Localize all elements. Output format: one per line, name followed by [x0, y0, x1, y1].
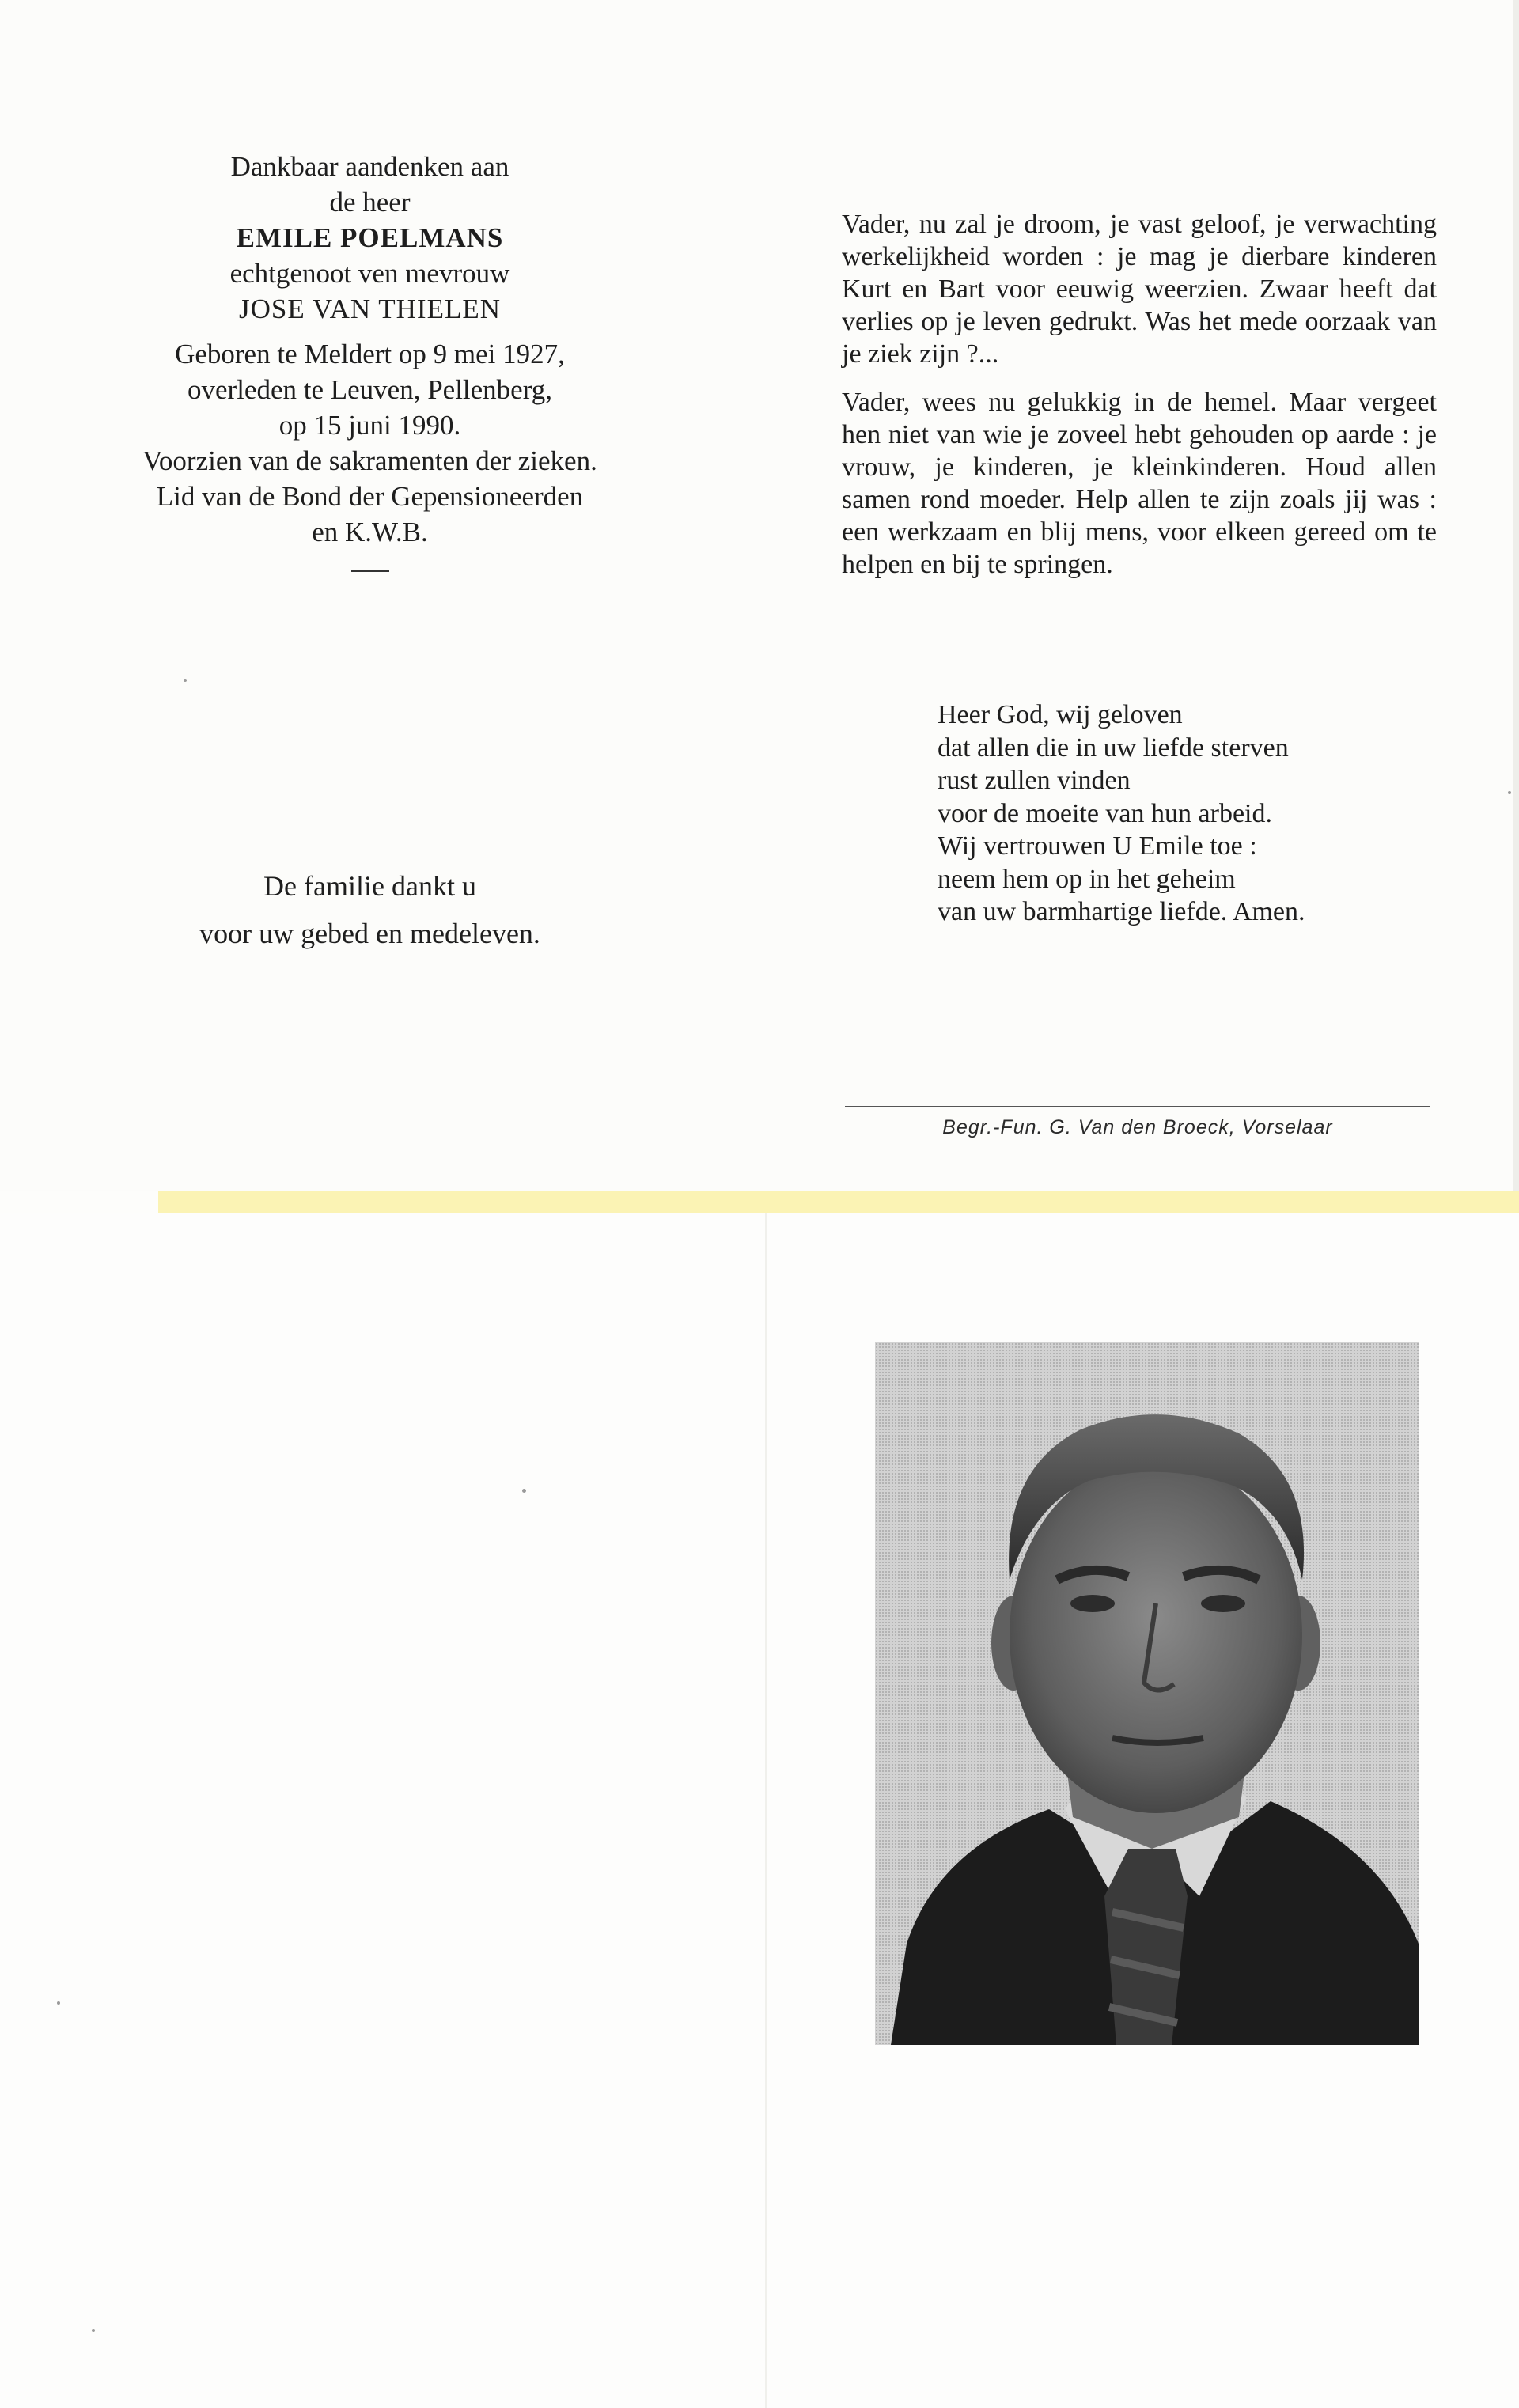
portrait-photo	[875, 1342, 1419, 2045]
psalm-line: rust zullen vinden	[938, 766, 1131, 795]
deceased-name: EMILE POELMANS	[236, 222, 504, 253]
prayer-paragraph-1: Vader, nu zal je droom, je vast geloof, je verwachting werkelijkheid worden : je mag je dierbare kinderen Kurt en Bart voor eeuwig weerzien. Zwaar heeft dat verlies op je leven gedrukt. Was het mede oorzaak van je ziek zijn ?...	[842, 210, 1437, 369]
prayer-paragraph-2: Vader, wees nu gelukkig in de hemel. Maar vergeet hen niet van wie je zoveel hebt gehouden op aarde : je vrouw, je kinderen, je kleinkinderen. Houd allen samen rond moeder. Help allen te zijn zoals jij was : een werkzaam en blij mens, voor elkeen gereed om te helpen en bij te springen.	[842, 388, 1437, 579]
scan-speck	[92, 2329, 95, 2332]
death-place: overleden te Leuven, Pellenberg,	[188, 374, 552, 405]
thanks-line-2: voor uw gebed en medeleven.	[199, 918, 540, 949]
memorial-intro: Dankbaar aandenken aan	[230, 151, 509, 182]
psalm-line: van uw barmhartige liefde. Amen.	[938, 897, 1305, 926]
prayer-text	[842, 208, 1437, 596]
card-edge-strip	[158, 1191, 1519, 1213]
memorial-text	[75, 149, 665, 572]
psalm-line: dat allen die in uw liefde sterven	[938, 733, 1289, 763]
psalm-line: Wij vertrouwen U Emile toe :	[938, 831, 1257, 861]
memorial-title: de heer	[329, 187, 411, 218]
family-thanks	[75, 862, 665, 957]
undertaker-rule	[845, 1106, 1430, 1107]
scan-speck	[184, 679, 187, 682]
spouse-relation: echtgenoot ven mevrouw	[229, 258, 510, 289]
thanks-line-1: De familie dankt u	[263, 870, 476, 902]
psalm-line: voor de moeite van hun arbeid.	[938, 798, 1272, 828]
closing-prayer	[938, 699, 1475, 929]
membership-line-1: Lid van de Bond der Gepensioneerden	[156, 481, 584, 512]
psalm-line: neem hem op in het geheim	[938, 864, 1236, 894]
psalm-line: Heer God, wij geloven	[938, 700, 1183, 729]
undertaker-credit: Begr.-Fun. G. Van den Broeck, Vorselaar	[942, 1116, 1333, 1138]
spouse-name: JOSE VAN THIELEN	[238, 293, 502, 324]
death-date: op 15 juni 1990.	[278, 410, 461, 441]
scan-speck	[57, 2001, 60, 2005]
card-fold-line	[765, 1213, 767, 2408]
sacraments-note: Voorzien van de sakramenten der zieken.	[142, 445, 597, 476]
memorial-card-inside	[0, 0, 1519, 1191]
divider-dash	[351, 570, 389, 572]
scan-speck	[522, 1489, 526, 1493]
spacer	[75, 327, 665, 336]
scan-speck	[1508, 791, 1511, 794]
birth-info: Geboren te Meldert op 9 mei 1927,	[175, 339, 565, 369]
portrait-illustration	[875, 1342, 1419, 2045]
card-edge	[1513, 0, 1519, 1191]
membership-line-2: en K.W.B.	[312, 517, 428, 547]
